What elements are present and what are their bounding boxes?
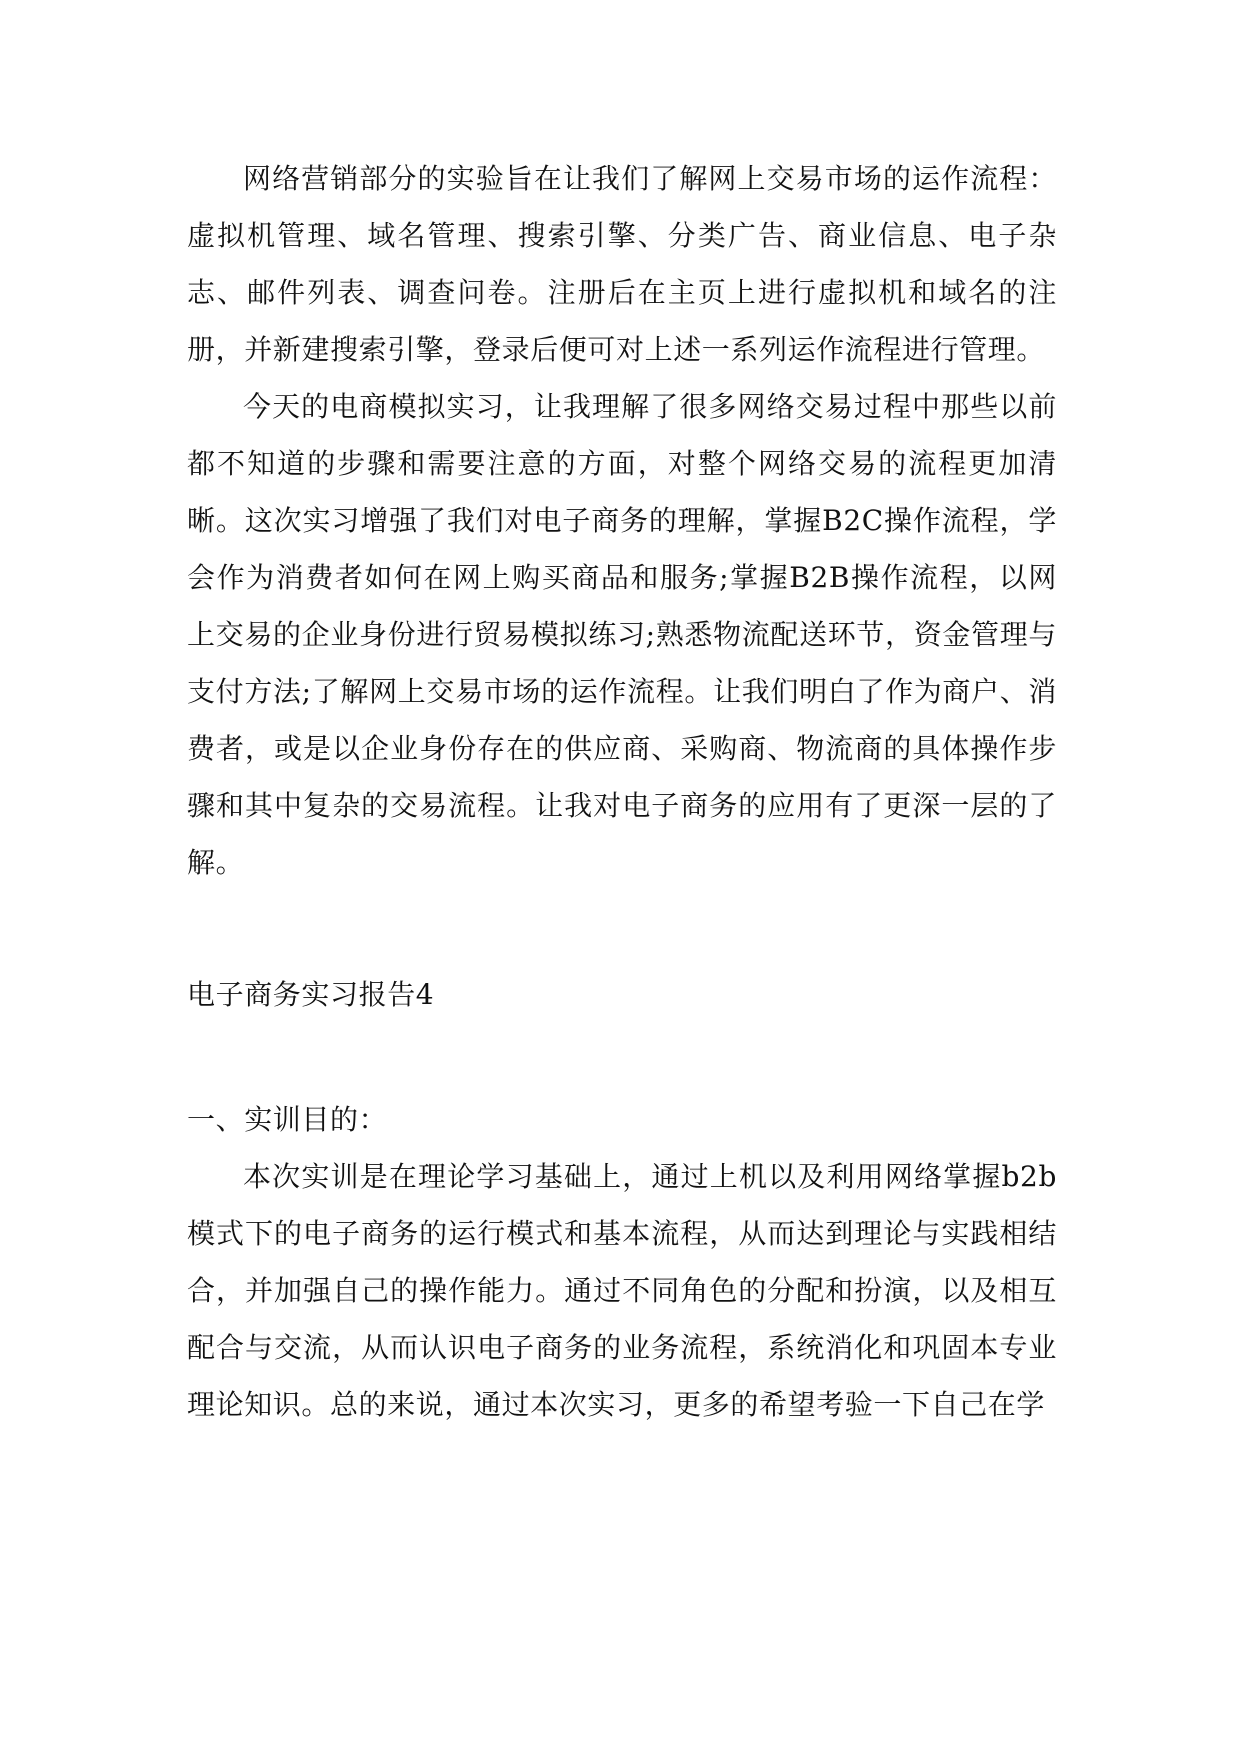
paragraph-network-marketing: 网络营销部分的实验旨在让我们了解网上交易市场的运作流程：虚拟机管理、域名管理、搜索引擎、分类广告、商业信息、电子杂志、邮件列表、调查问卷。注册后在主页上进行虚拟机和域名的注册，并新建搜索引擎，登录后便可对上述一系列运作流程进行管理。: [187, 162, 1057, 366]
spacer: [187, 1023, 1057, 1091]
spacer: [187, 891, 1057, 966]
paragraph-training-purpose: 本次实训是在理论学习基础上，通过上机以及利用网络掌握b2b模式下的电子商务的运行模式和基本流程，从而达到理论与实践相结合，并加强自己的操作能力。通过不同角色的分配和扮演，以及相互配合与交流，从而认识电子商务的业务流程，系统消化和巩固本专业理论知识。总的来说，通过本次实习，更多的希望考验一下自己在学: [187, 1160, 1057, 1421]
paragraph-internship-reflection: 今天的电商模拟实习，让我理解了很多网络交易过程中那些以前都不知道的步骤和需要注意的方面，对整个网络交易的流程更加清晰。这次实习增强了我们对电子商务的理解，掌握B2C操作流程，学会作为消费者如何在网上购买商品和服务;掌握B2B操作流程，以网上交易的企业身份进行贸易模拟练习;熟悉物流配送环节，资金管理与支付方法;了解网上交易市场的运作流程。让我们明白了作为商户、消费者，或是以企业身份存在的供应商、采购商、物流商的具体操作步骤和其中复杂的交易流程。让我对电子商务的应用有了更深一层的了解。: [187, 390, 1057, 879]
document-body: [187, 150, 1057, 1433]
section-heading-training-purpose: 一、实训目的：: [187, 1103, 388, 1136]
report-title: 电子商务实习报告4: [187, 978, 435, 1011]
